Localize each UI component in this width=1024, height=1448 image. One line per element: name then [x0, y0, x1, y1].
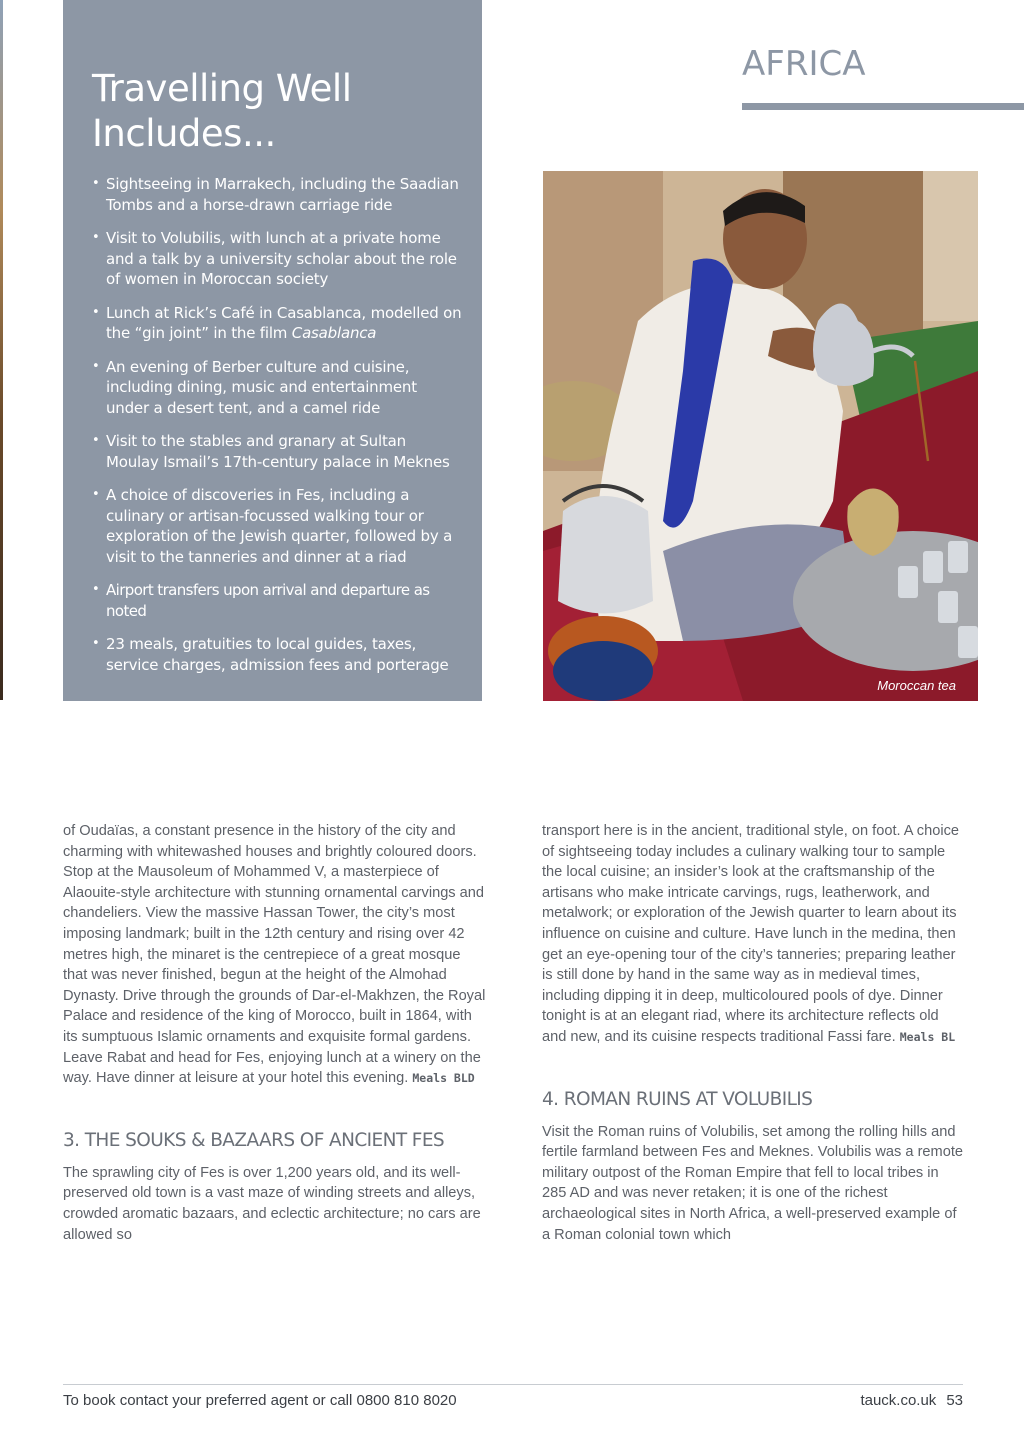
- footer-right: [860, 1392, 963, 1409]
- includes-title-line1: Travelling Well: [92, 67, 352, 110]
- moroccan-tea-photo: [543, 171, 978, 701]
- includes-item: • A choice of discoveries in Fes, including a culinary or artisan-focussed walking tour or exploration of the Jewish quarter, followed by a visit to the tanneries and dinner at a riad: [92, 485, 462, 567]
- page-number: 53: [946, 1392, 963, 1409]
- booking-contact: To book contact your preferred agent or call 0800 810 8020: [63, 1392, 457, 1409]
- includes-title-line2: Includes...: [92, 112, 276, 155]
- meals-code: Meals BLD: [412, 1071, 475, 1086]
- body-paragraph: The sprawling city of Fes is over 1,200 years old, and its well-preserved old town is a vast maze of winding streets and alleys, crowded aromatic bazaars, and eclectic architecture; no cars are allowed so: [63, 1164, 481, 1243]
- includes-item: • An evening of Berber culture and cuisine, including dining, music and entertainment under a desert tent, and a camel ride: [92, 357, 462, 419]
- includes-panel: [63, 0, 482, 701]
- body-column-left: [63, 821, 488, 1245]
- footer-rule: [63, 1384, 963, 1385]
- includes-title: [92, 66, 462, 156]
- adjacent-page-edge: [0, 0, 3, 700]
- body-column-right: [542, 821, 967, 1245]
- body-paragraph: transport here is in the ancient, traditional style, on foot. A choice of sightseeing today includes a culinary walking tour to sample the local cuisine; an insider’s look at the craftsmanship of the artisans who make intricate carvings, rugs, leatherwork, and metalwork; or exploration of the Jewish quarter to learn about its influence on cuisine and culture. Have lunch in the medina, then get an eye-opening tour of the city’s tanneries; preparing leather is still done by hand in the same way as in medieval times, including dipping it in deep, multicoloured pools of dye. Dinner tonight is at an elegant riad, where its architecture reflects old and new, and its cuisine respects traditional Fassi fare. Meals BL: [542, 823, 959, 1045]
- includes-item: • Lunch at Rick’s Café in Casablanca, modelled on the “gin joint” in the film Casablanca: [92, 303, 462, 344]
- body-paragraph: of Oudaïas, a constant presence in the history of the city and charming with whitewashed houses and brightly coloured doors. Stop at the Mausoleum of Mohammed V, a masterpiece of Alaouite-style architecture with stunning ornamental carvings and chandeliers. View the massive Hassan Tower, the city’s most imposing landmark; built in the 12th century and rising over 42 metres high, the minaret is the centrepiece of a great mosque that was never finished, begun at the height of the Almohad Dynasty. Drive through the grounds of Dar-el-Makhzen, the Royal Palace and residence of the king of Morocco, built in 1864, with its sumptuous Islamic ornaments and exquisite formal gardens. Leave Rabat and head for Fes, enjoying lunch at a winery on the way. Have dinner at leisure at your hotel this evening. Meals BLD: [63, 823, 486, 1087]
- includes-item: • 23 meals, gratuities to local guides, taxes, service charges, admission fees and porterage: [92, 634, 462, 675]
- film-title: Casablanca: [291, 324, 377, 342]
- meals-code: Meals BL: [899, 1029, 956, 1044]
- day-heading: 4. ROMAN RUINS AT VOLUBILIS: [542, 1088, 813, 1110]
- includes-item: • Visit to Volubilis, with lunch at a private home and a talk by a university scholar about the role of women in Moroccan society: [92, 228, 462, 290]
- photo-illustration: [543, 171, 978, 701]
- includes-item: • Airport transfers upon arrival and departure as noted: [92, 580, 462, 621]
- includes-list: [92, 174, 462, 675]
- photo-caption: Moroccan tea: [877, 678, 956, 693]
- section-rule: [742, 103, 1024, 110]
- day-heading: 3. THE SOUKS & BAZAARS OF ANCIENT FES: [63, 1129, 445, 1151]
- body-paragraph: Visit the Roman ruins of Volubilis, set among the rolling hills and fertile farmland between Fes and Meknes. Volubilis was a remote military outpost of the Roman Empire that fell to local tribes in 285 AD and was never retaken; it is one of the richest archaeological sites in North Africa, a well-preserved example of a Roman colonial town which: [542, 1123, 963, 1243]
- includes-item: • Sightseeing in Marrakech, including the Saadian Tombs and a horse-drawn carriage ride: [92, 174, 462, 215]
- includes-item: • Visit to the stables and granary at Sultan Moulay Ismail’s 17th-century palace in Meknes: [92, 431, 462, 472]
- website-link[interactable]: tauck.co.uk: [860, 1392, 937, 1409]
- section-heading: AFRICA: [742, 44, 866, 84]
